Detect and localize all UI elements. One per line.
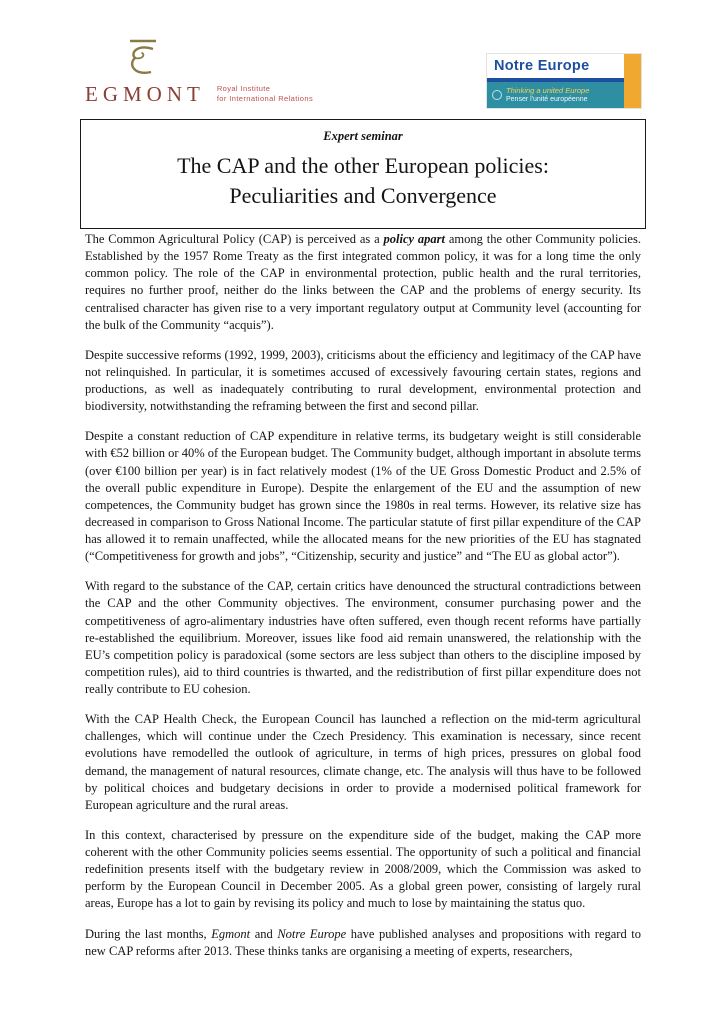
text-run: Despite a constant reduction of CAP expenditure in relative terms, its budgetary weight is still considerable with €52 billion or 40% of the European budget. The Community budget, although important in absolute terms (over €100 billion per year) is in fact relatively modest (1% of the UE Gross Domestic Product and 2.5% of the overall public expenditure in Europe). Despite the enlargement of the EU and the assumption of new competences, the Community budget has grown since the 1980s in real terms. However, its relative size has decreased in comparison to Gross National Income. The particular statute of first pillar expenditure of the CAP has allowed it to remain unaffected, while the allocated means for the new priorities of the EU has stagnated (“Competitiveness for growth and jobs”, “Citizenship, security and justice” and “The EU as global actor”).	[85, 429, 641, 564]
text-run: In this context, characterised by pressure on the expenditure side of the budget, making the CAP more coherent with the other Community policies seems essential. The opportunity of such a political and financial redefinition presents itself with the budgetary review in 2008/2009, which the Commission was asked to perform by the European Council in December 2005. As a global green power, consisting of largely rural areas, Europe has a lot to gain by revising its policy and much to lose by maintaining the status quo.	[85, 827, 641, 911]
paragraph	[85, 578, 641, 698]
document-body	[85, 231, 641, 973]
paragraph	[85, 428, 641, 565]
notre-europe-wordmark: Notre Europe	[494, 58, 590, 74]
text-run: and	[250, 926, 278, 941]
notre-europe-logo-main	[487, 54, 624, 108]
seminar-kicker: Expert seminar	[323, 129, 403, 143]
paragraph	[85, 231, 641, 334]
notre-europe-taglines	[506, 86, 589, 105]
text-run: With regard to the substance of the CAP, certain critics have denounced the structural contradictions between the CAP and the other Community objectives. The environment, consumer purchasing power and the competitiveness of agro-alimentary industries have often suffered, even though recent reforms have partially re-established the equilibrium. Moreover, issues like food aid remain unanswered, the relationship with the EU’s competition policy is paradoxical (some sectors are less subject than others to the discipline imposed by competition rules), aid to third countries is thwarted, and the redistribution of first pillar expenditure does not really contribute to EU cohesion.	[85, 579, 641, 696]
text-run: policy apart	[383, 232, 445, 246]
egmont-logo	[85, 38, 313, 107]
egmont-subtitle-line1: Royal Institute	[216, 83, 271, 93]
title-box	[80, 119, 646, 229]
text-run: Egmont	[211, 926, 251, 941]
paragraph	[85, 711, 641, 814]
paragraph	[85, 347, 641, 416]
egmont-subtitle-line2: for International Relations	[216, 93, 314, 103]
egmont-emblem-icon	[125, 38, 313, 80]
notre-europe-tagline-fr: Penser l'unité européenne	[506, 96, 588, 104]
text-run: Despite successive reforms (1992, 1999, 2003), criticisms about the efficiency and legitimacy of the CAP have not relinquished. In particular, it is sometimes accused of excessively favouring certain states, regions and productions, as well as inadequately contributing to rural development, environmental protection and biodiversity, notwithstanding the reframing between the first and second pillar.	[85, 347, 641, 414]
notre-europe-orange-stripe	[624, 54, 641, 108]
text-run: Notre Europe	[277, 926, 347, 941]
document-title-line1: The CAP and the other European policies:	[177, 153, 549, 178]
paragraph	[85, 926, 641, 960]
text-run: With the CAP Health Check, the European Council has launched a reflection on the mid-term agricultural challenges, which will continue under the Czech Presidency. This examination is necessary, since recent evolutions have remodelled the outlook of agriculture, in terms of high prices, pressures on global food demand, the management of natural resources, climate change, etc. The analysis will thus have to be followed by political choices and budgetary decisions in order to provide a modernised political framework for European agriculture and the rural areas.	[85, 712, 641, 812]
egmont-subtitle	[217, 84, 313, 107]
paragraph	[85, 827, 641, 913]
notre-europe-logo	[487, 54, 641, 108]
notre-europe-tagline-band	[487, 82, 624, 108]
notre-europe-tagline-en: Thinking a united Europe	[506, 85, 590, 95]
notre-europe-wordmark-band	[487, 54, 624, 78]
globe-icon	[492, 90, 502, 100]
text-run: among the other Community policies. Established by the 1957 Rome Treaty as the first integrated common policy, it was for a long time the only common policy. The role of the CAP in environmental protection, public health and the rural territories, requires no further proof, neither do the links between the CAP and the problems of energy security. Its centralised character has given rise to a very important regulatory output at Community level (accounting for the bulk of the Community “acquis”).	[85, 232, 641, 332]
text-run: The Common Agricultural Policy (CAP) is perceived as a	[85, 232, 384, 246]
egmont-wordmark: EGMONT	[85, 82, 205, 106]
text-run: have published analyses and propositions with regard to new CAP reforms after 2013. These thinks tanks are organising a meeting of experts, researchers,	[85, 926, 641, 958]
text-run: During the last months,	[85, 926, 212, 941]
document-title-line2: Peculiarities and Convergence	[229, 182, 497, 208]
